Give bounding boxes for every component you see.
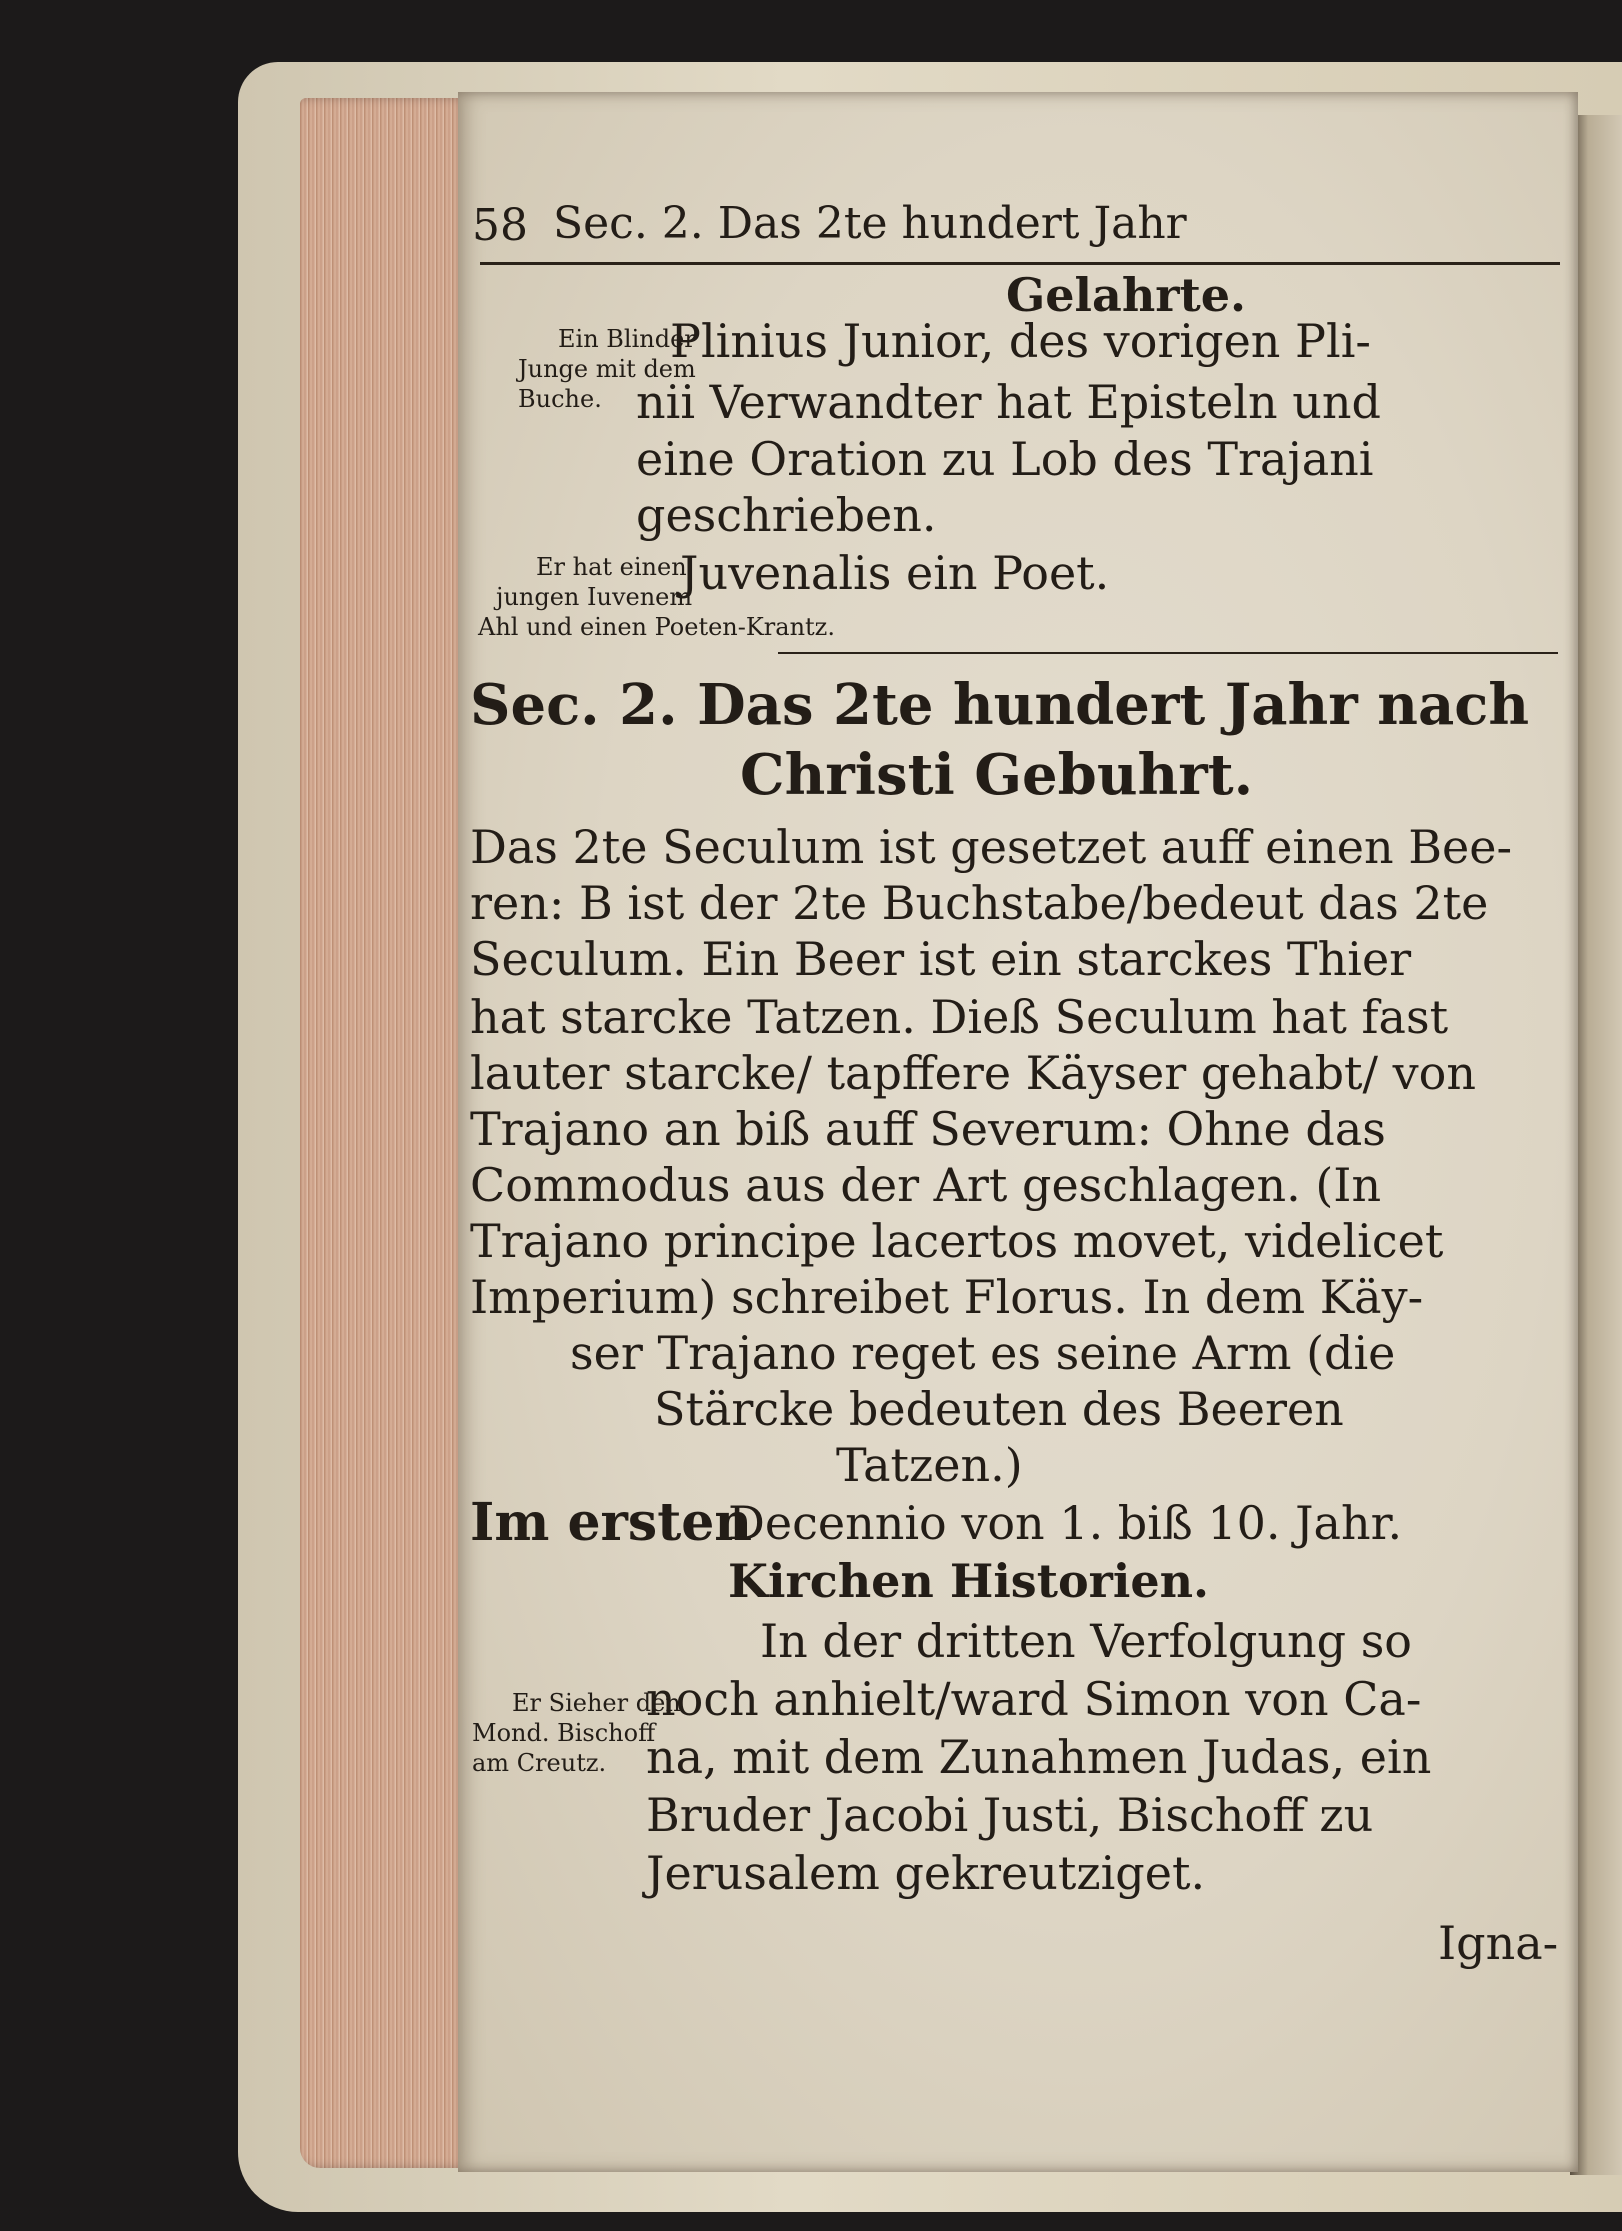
text-line: noch anhielt/ward Simon von Ca- xyxy=(646,1672,1422,1726)
text-line: In der dritten Verfolgung so xyxy=(760,1614,1412,1668)
marginal-note-juvenalis xyxy=(496,552,692,612)
text-line: Stärcke bedeuten des Beeren xyxy=(654,1382,1344,1436)
sidenote-line: Mond. Bischoff xyxy=(472,1719,656,1747)
text-line: ren: B ist der 2te Buchstabe/bedeut das 2te xyxy=(470,876,1489,930)
text-line: Commodus aus der Art geschlagen. (In xyxy=(470,1158,1382,1212)
sidenote-line: jungen Iuvenem xyxy=(496,583,693,611)
text-line: geschrieben. xyxy=(636,488,937,542)
decade-range: Decennio von 1. biß 10. Jahr. xyxy=(728,1496,1403,1550)
text-line: ser Trajano reget es seine Arm (die xyxy=(570,1326,1396,1380)
sidenote-line: Junge mit dem xyxy=(518,355,696,383)
text-line: Bruder Jacobi Justi, Bischoff zu xyxy=(646,1788,1374,1842)
text-line: Jerusalem gekreutziget. xyxy=(646,1846,1206,1900)
sidenote-line: am Creutz. xyxy=(472,1749,607,1777)
text-line: lauter starcke/ tapffere Käyser gehabt/ von xyxy=(470,1046,1476,1100)
decade-label: Im ersten xyxy=(470,1492,753,1553)
text-line: Seculum. Ein Beer ist ein starckes Thier xyxy=(470,932,1412,986)
text-line: Trajano an biß auff Severum: Ohne das xyxy=(470,1102,1386,1156)
text-line: Trajano principe lacertos movet, videlicet xyxy=(470,1214,1444,1268)
sidenote-line: Buche. xyxy=(518,385,602,413)
text-line: Tatzen.) xyxy=(836,1438,1023,1492)
text-line: nii Verwandter hat Episteln und xyxy=(636,375,1381,429)
book-page xyxy=(458,92,1578,2172)
catchword: Igna- xyxy=(1438,1916,1559,1970)
section-title-line-1: Sec. 2. Das 2te hundert Jahr nach xyxy=(470,672,1530,738)
text-juvenalis: Juvenalis ein Poet. xyxy=(680,546,1110,600)
page-number: 58 xyxy=(472,200,528,251)
text-line: Das 2te Seculum ist gesetzet auff einen Bee- xyxy=(470,820,1512,874)
section-heading-gelahrte: Gelahrte. xyxy=(1006,268,1247,322)
sidenote-line: Er hat einen xyxy=(536,553,687,581)
page-edges xyxy=(300,98,470,2168)
section-rule xyxy=(778,652,1558,654)
text-line: Plinius Junior, des vorigen Pli- xyxy=(670,314,1371,368)
text-line: hat starcke Tatzen. Dieß Seculum hat fast xyxy=(470,990,1449,1044)
marginal-note-simon xyxy=(472,1688,681,1778)
running-title: Sec. 2. Das 2te hundert Jahr xyxy=(553,198,1187,249)
text-line: eine Oration zu Lob des Trajani xyxy=(636,432,1374,486)
section-title-line-2: Christi Gebuhrt. xyxy=(740,742,1254,808)
header-rule xyxy=(480,262,1560,265)
text-line: Imperium) schreibet Florus. In dem Käy- xyxy=(470,1270,1424,1324)
sidenote-line: Ein Blinder xyxy=(558,325,696,353)
sidenote-line: Er Sieher den xyxy=(512,1689,681,1717)
marginal-note-tail: Ahl und einen Poeten-Krantz. xyxy=(478,613,835,641)
text-line: na, mit dem Zunahmen Judas, ein xyxy=(646,1730,1432,1784)
section-heading-kirchen: Kirchen Historien. xyxy=(728,1554,1210,1608)
